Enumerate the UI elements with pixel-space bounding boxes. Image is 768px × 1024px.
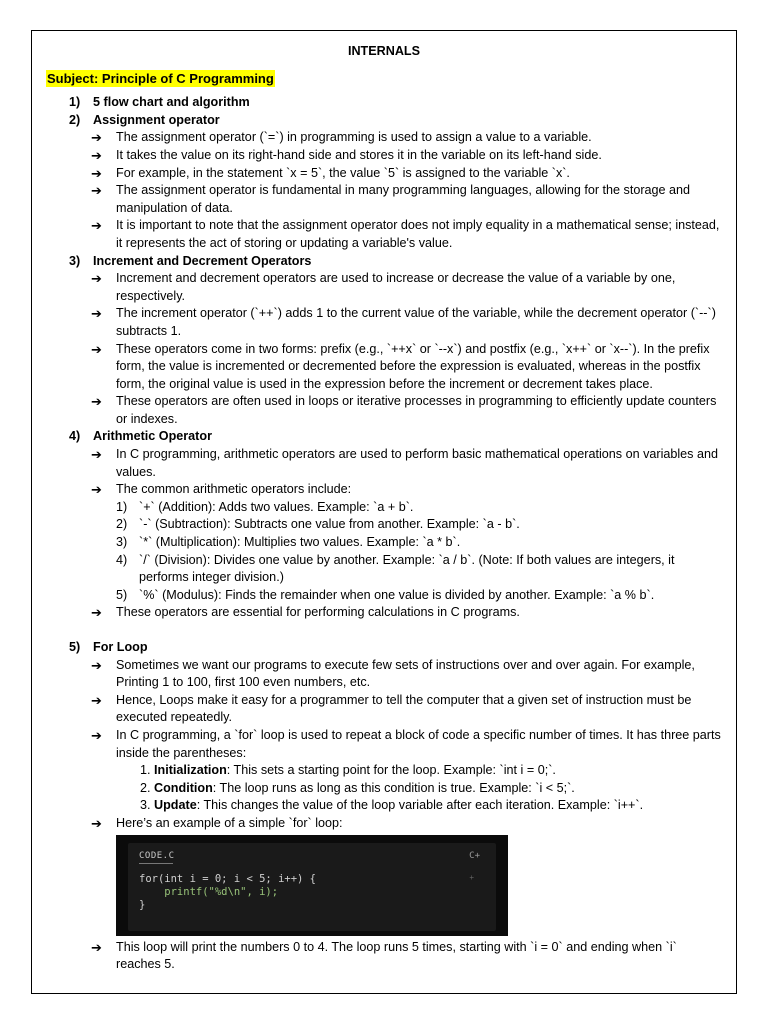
arrow-right-icon: ➔ <box>91 394 102 410</box>
step-term: Initialization <box>154 763 227 778</box>
bullet-text: The increment operator (`++`) adds 1 to the current value of the variable, while the decrement operator (`--`) subtracts 1. <box>116 306 716 338</box>
code-screenshot <box>116 835 508 936</box>
bullet-item <box>46 604 722 622</box>
section-heading <box>46 112 722 130</box>
operator-text: `+` (Addition): Adds two values. Example: `a + b`. <box>139 499 414 514</box>
operator-number: 2) <box>116 517 128 532</box>
filename-underline <box>139 863 173 864</box>
step-number: 2. <box>140 780 151 795</box>
operator-text: `*` (Multiplication): Multiplies two values. Example: `a * b`. <box>139 535 461 550</box>
code-line: printf("%d\n", i); <box>139 885 279 898</box>
arrow-right-icon: ➔ <box>91 727 102 743</box>
bullet-text: In C programming, arithmetic operators are used to perform basic mathematical operations on variables and values. <box>116 447 718 479</box>
operator-item <box>46 587 722 605</box>
bullet-text: These operators are often used in loops or iterative processes in programming to efficiently update counters or indexes. <box>116 394 717 426</box>
bullet-item <box>46 939 722 974</box>
arrow-right-icon: ➔ <box>91 657 102 673</box>
spacer <box>46 622 722 639</box>
bullet-text: The common arithmetic operators include: <box>116 482 352 497</box>
step-text: : This changes the value of the loop variable after each iteration. Example: `i++`. <box>196 798 644 813</box>
operator-item <box>46 552 722 587</box>
bullet-item <box>46 446 722 481</box>
bullet-text: The assignment operator (`=`) in programming is used to assign a value to a variable. <box>116 130 592 145</box>
arrow-right-icon: ➔ <box>91 147 102 163</box>
loop-part-item <box>46 797 722 815</box>
bullet-item <box>46 692 722 727</box>
code-panel <box>128 843 496 931</box>
operator-item <box>46 499 722 517</box>
bullet-text: These operators are essential for performing calculations in C programs. <box>116 605 520 620</box>
code-language-label: C+ <box>469 850 480 861</box>
section-heading <box>46 94 722 112</box>
section-number: 5) <box>69 640 81 654</box>
operator-number: 1) <box>116 499 128 514</box>
section-number: 4) <box>69 429 81 444</box>
step-text: : This sets a starting point for the loop. Example: `int i = 0;`. <box>226 763 556 778</box>
step-term: Update <box>154 798 197 813</box>
bullet-item <box>46 481 722 499</box>
loop-part-item <box>46 780 722 798</box>
code-line: } <box>139 898 146 911</box>
copy-icon: + <box>469 872 474 882</box>
bullet-item <box>46 727 722 762</box>
bullet-item <box>46 147 722 165</box>
arrow-right-icon: ➔ <box>91 939 102 955</box>
arrow-right-icon: ➔ <box>91 306 102 322</box>
bullet-text: In C programming, a `for` loop is used to repeat a block of code a specific number of times. It has three parts inside the parentheses: <box>116 727 721 760</box>
bullet-text: These operators come in two forms: prefix (e.g., `++x` or `--x`) and postfix (e.g., `x++` or `x--`). In the prefix form, the value is incremented or decremented before the expression is evaluated, whereas in the postfix form, the original value is used in the expression before the increment or decrement takes place. <box>116 341 710 391</box>
bullet-item <box>46 305 722 340</box>
section-title: Assignment operator <box>93 112 220 127</box>
operator-item <box>46 516 722 534</box>
operator-number: 4) <box>116 552 128 567</box>
bullet-text: Here’s an example of a simple `for` loop: <box>116 815 343 830</box>
arrow-right-icon: ➔ <box>91 130 102 146</box>
arrow-right-icon: ➔ <box>91 271 102 287</box>
operator-number: 3) <box>116 535 128 550</box>
bullet-item <box>46 165 722 183</box>
bullet-text: For example, in the statement `x = 5`, the value `5` is assigned to the variable `x`. <box>116 165 570 180</box>
section-heading <box>46 639 722 657</box>
section-title: Arithmetic Operator <box>93 429 212 444</box>
section-number: 3) <box>69 253 81 268</box>
arrow-right-icon: ➔ <box>91 482 102 498</box>
arrow-right-icon: ➔ <box>91 183 102 199</box>
code-lines <box>139 873 316 912</box>
arrow-right-icon: ➔ <box>91 692 102 708</box>
section-title: 5 flow chart and algorithm <box>93 95 250 110</box>
operator-text: `-` (Subtraction): Subtracts one value from another. Example: `a - b`. <box>139 517 520 532</box>
operator-number: 5) <box>116 587 128 602</box>
arrow-right-icon: ➔ <box>91 815 102 831</box>
bullet-text: This loop will print the numbers 0 to 4. The loop runs 5 times, starting with `i = 0` and ending when `i` reaches 5. <box>116 939 677 972</box>
bullet-item <box>46 182 722 217</box>
document-title: INTERNALS <box>347 44 421 58</box>
arrow-right-icon: ➔ <box>91 447 102 463</box>
operator-text: `%` (Modulus): Finds the remainder when one value is divided by another. Example: `a % b`. <box>139 587 655 602</box>
section-number: 1) <box>69 95 81 110</box>
document-body <box>46 43 722 974</box>
bullet-text: Increment and decrement operators are used to increase or decrease the value of a variable by one, respectively. <box>116 271 676 303</box>
bullet-item <box>46 657 722 692</box>
operator-item <box>46 534 722 552</box>
bullet-item <box>46 217 722 252</box>
loop-part-item <box>46 762 722 780</box>
step-term: Condition <box>154 780 213 795</box>
code-filename: CODE.C <box>139 850 175 861</box>
step-number: 3. <box>140 798 151 813</box>
section-heading <box>46 428 722 446</box>
arrow-right-icon: ➔ <box>91 341 102 357</box>
arrow-right-icon: ➔ <box>91 218 102 234</box>
bullet-item <box>46 270 722 305</box>
code-line: for(int i = 0; i < 5; i++) { <box>139 872 317 885</box>
bullet-text: It takes the value on its right-hand side and stores it in the variable on its left-hand side. <box>116 147 602 162</box>
section-number: 2) <box>69 112 81 127</box>
bullet-text: Sometimes we want our programs to execute few sets of instructions over and over again. For example, Printing 1 to 100, first 100 even numbers, etc. <box>116 657 695 690</box>
bullet-item <box>46 341 722 394</box>
section-title: Increment and Decrement Operators <box>93 253 312 268</box>
operator-text: `/` (Division): Divides one value by another. Example: `a / b`. (Note: If both values are integers, it performs integer division.) <box>139 552 675 585</box>
bullet-item <box>46 393 722 428</box>
arrow-right-icon: ➔ <box>91 165 102 181</box>
bullet-item <box>46 815 722 833</box>
section-heading <box>46 253 722 271</box>
subject-highlight: Subject: Principle of C Programming <box>47 70 274 86</box>
step-number: 1. <box>140 763 151 778</box>
bullet-item <box>46 129 722 147</box>
bullet-text: It is important to note that the assignment operator does not imply equality in a mathematical sense; instead, it represents the act of storing or updating a variable's value. <box>116 218 720 250</box>
section-title: For Loop <box>93 640 148 654</box>
step-text: : The loop runs as long as this condition is true. Example: `i < 5;`. <box>212 780 575 795</box>
arrow-right-icon: ➔ <box>91 605 102 621</box>
bullet-text: Hence, Loops make it easy for a programmer to tell the computer that a given set of instruction must be executed repeatedly. <box>116 692 692 725</box>
bullet-text: The assignment operator is fundamental in many programming languages, allowing for the storage and manipulation of data. <box>116 183 691 215</box>
